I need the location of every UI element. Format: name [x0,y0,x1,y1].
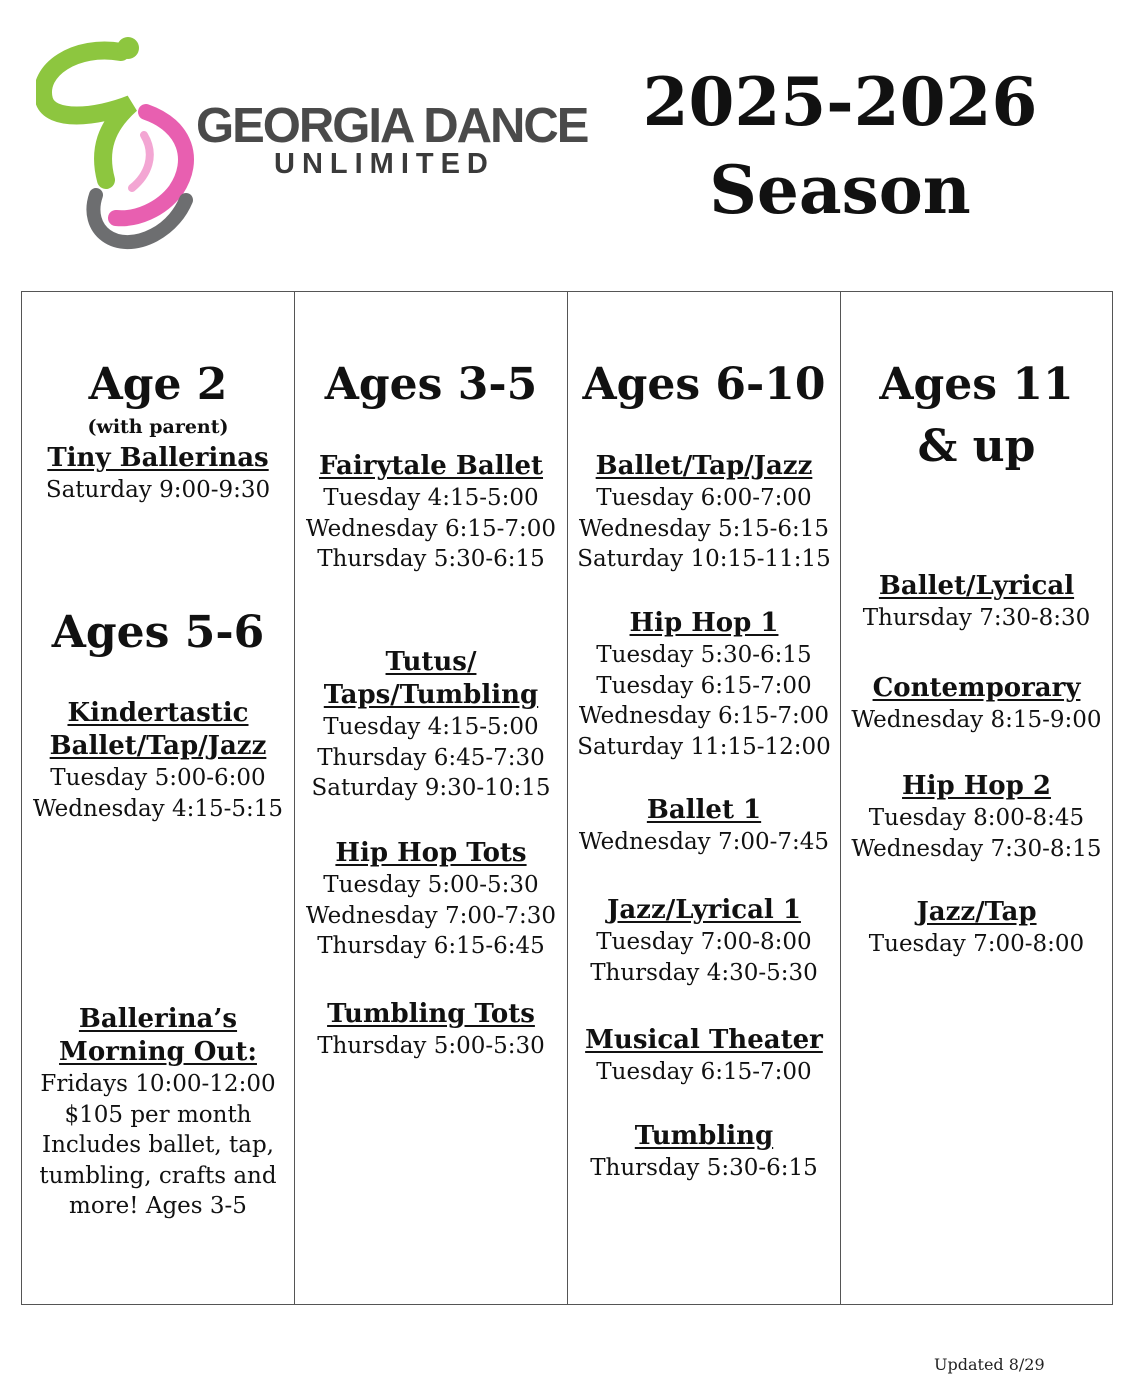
class-name: Ballet 1 [646,795,762,825]
class-group [568,450,840,575]
class-name: Kindertastic [67,698,249,728]
class-group [295,646,567,804]
class-time: Wednesday 5:15-6:15 [578,515,830,542]
class-time: Thursday 5:30-6:15 [590,1155,818,1181]
class-group [568,1024,840,1088]
class-time: Thursday 4:30-5:30 [590,959,818,986]
class-time: Thursday 6:15-6:45 [317,933,545,959]
class-name: Tiny Ballerinas [47,443,269,473]
column-heading: Ages 6-10 [582,359,826,410]
class-detail: Fridays 10:00-12:00 [40,1071,276,1097]
class-time: Saturday 10:15-11:15 [577,546,831,572]
updated-note: Updated 8/29 [934,1355,1045,1374]
class-time: Wednesday 6:15-7:00 [578,703,830,729]
class-group [568,894,840,988]
class-name: Tumbling [634,1121,774,1151]
class-group [568,1120,840,1184]
class-name: Hip Hop 1 [629,608,779,638]
class-name: Musical Theater [585,1025,823,1055]
class-group [568,607,840,762]
logo [36,30,588,260]
class-name: Tumbling Tots [327,999,535,1029]
class-name: Ballerina’s [78,1004,238,1034]
class-time: Tuesday 5:30-6:15 [596,642,812,668]
class-group [295,450,567,575]
class-group [841,896,1112,960]
class-time: Tuesday 6:00-7:00 [596,485,812,511]
class-time: Tuesday 5:00-5:30 [323,872,539,898]
class-time: Thursday 5:30-6:15 [317,546,545,572]
class-group [22,697,294,824]
column-heading: & up [917,421,1036,472]
class-name: Ballet/Lyrical [878,571,1075,601]
class-detail: more! Ages 3-5 [69,1193,247,1219]
column-heading-secondary: Ages 5-6 [51,607,265,658]
class-time: Wednesday 7:30-8:15 [851,835,1102,862]
class-time: Saturday 9:30-10:15 [311,775,551,801]
column-ages-6-10 [568,292,841,1304]
class-name: Jazz/Lyrical 1 [607,895,801,925]
column-note: (with parent) [87,416,229,438]
class-time: Saturday 11:15-12:00 [577,733,831,760]
class-time: Tuesday 6:15-7:00 [596,1059,812,1085]
class-detail: Includes ballet, tap, [41,1132,274,1158]
class-time: Thursday 5:00-5:30 [317,1033,545,1059]
class-name: Jazz/Tap [916,897,1037,927]
class-time: Tuesday 7:00-8:00 [596,929,812,955]
class-group [295,998,567,1062]
class-name: Contemporary [872,673,1081,703]
class-name: Fairytale Ballet [318,451,544,481]
column-ages-11-up [841,292,1112,1304]
column-heading: Age 2 [88,359,228,410]
class-time: Wednesday 6:15-7:00 [305,515,557,542]
class-detail: tumbling, crafts and [39,1162,277,1189]
class-detail: $105 per month [64,1101,252,1128]
season-word: Season [709,151,971,229]
class-time: Tuesday 4:15-5:00 [323,714,539,740]
class-group [841,672,1112,736]
class-name: Taps/Tumbling [323,680,539,710]
class-group [841,570,1112,634]
schedule-table [21,291,1113,1305]
class-group [22,442,294,506]
class-name: Ballet/Tap/Jazz [49,731,267,761]
column-heading: Ages 11 [879,359,1074,410]
class-time: Tuesday 7:00-8:00 [868,931,1085,957]
logo-wordmark: GEORGIA DANCE [196,99,588,153]
season-title [560,58,1120,234]
class-time: Wednesday 4:15-5:15 [32,795,284,822]
column-age-2 [22,292,295,1304]
class-time: Thursday 7:30-8:30 [862,605,1091,631]
class-time: Wednesday 7:00-7:45 [578,829,830,855]
logo-subtitle: UNLIMITED [274,148,495,180]
class-group [841,770,1112,864]
class-time: Tuesday 4:15-5:00 [323,485,539,511]
class-name: Morning Out: [59,1037,257,1067]
class-time: Wednesday 7:00-7:30 [305,902,557,929]
class-name: Hip Hop Tots [335,838,527,868]
class-time: Tuesday 8:00-8:45 [868,805,1085,831]
class-time: Tuesday 6:15-7:00 [596,672,812,699]
class-name: Tutus/ [385,647,477,677]
column-heading: Ages 3-5 [324,359,538,410]
class-group [22,1003,294,1222]
class-time: Thursday 6:45-7:30 [317,744,545,771]
column-ages-3-5 [295,292,568,1304]
class-group [568,794,840,858]
class-name: Hip Hop 2 [902,771,1051,801]
class-time: Tuesday 5:00-6:00 [50,765,266,791]
class-time: Wednesday 8:15-9:00 [851,707,1102,733]
class-time: Saturday 9:00-9:30 [45,477,271,503]
season-years: 2025-2026 [642,63,1038,141]
class-name: Ballet/Tap/Jazz [595,451,813,481]
class-group [295,837,567,962]
